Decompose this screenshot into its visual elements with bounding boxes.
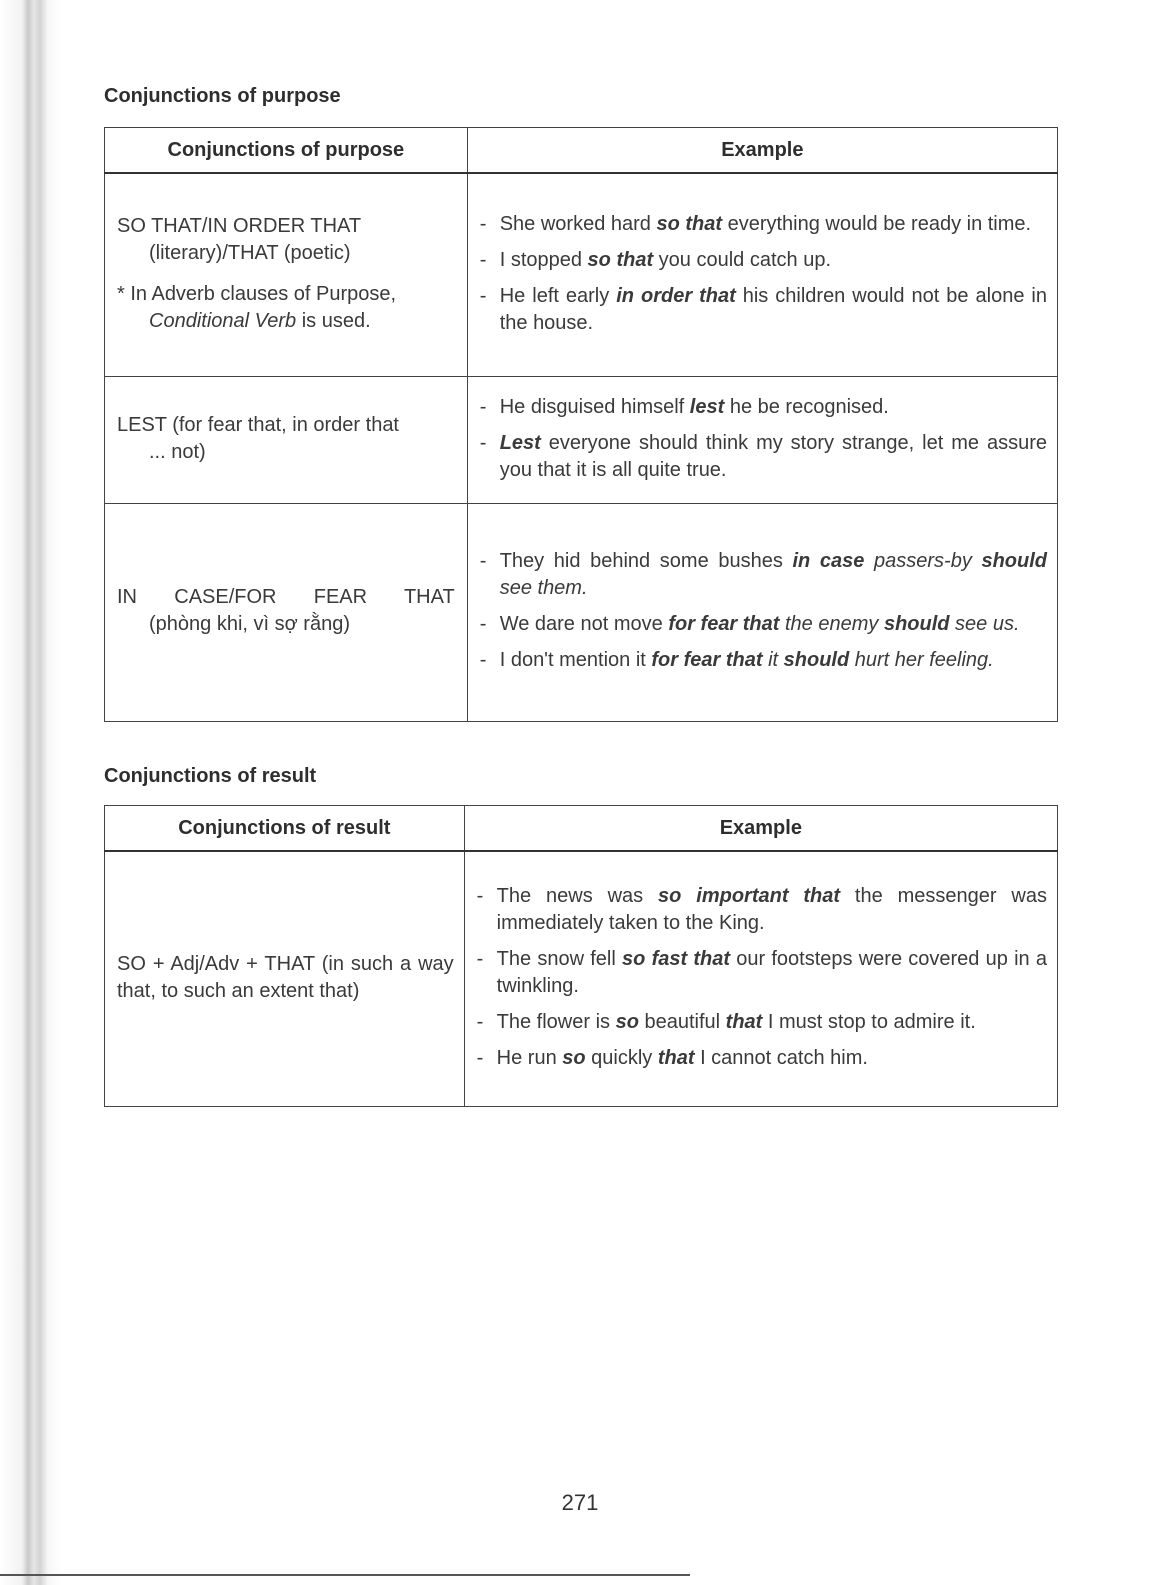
section-title-result: Conjunctions of result [104, 765, 317, 787]
example-cell [464, 851, 1057, 1106]
table-row [105, 503, 1058, 721]
result-table [104, 805, 1058, 1107]
table-row [105, 851, 1058, 1106]
conjunction-cell [105, 503, 468, 721]
example-cell [467, 376, 1057, 503]
example-item: - He disguised himself lest he be recognised. [480, 394, 1047, 421]
example-cell [467, 503, 1057, 721]
example-item: - We dare not move for fear that the enemy should see us. [480, 611, 1047, 638]
conjunction-text: LEST (for fear that, in order that ... not) [117, 413, 399, 463]
scan-edge-shadow [0, 0, 62, 1585]
example-item: - He run so quickly that I cannot catch him. [477, 1045, 1047, 1072]
table-row [105, 173, 1058, 376]
table-header-row [105, 128, 1058, 174]
header-example: Example [464, 806, 1057, 852]
example-item: - Lest everyone should think my story strange, let me assure you that it is all quite true. [480, 430, 1047, 484]
example-item: - The news was so important that the messenger was immediately taken to the King. [477, 883, 1047, 937]
conjunction-cell [105, 851, 465, 1106]
page-number: 271 [561, 1490, 599, 1515]
purpose-table [104, 127, 1058, 722]
example-item: - The snow fell so fast that our footsteps were covered up in a twinkling. [477, 946, 1047, 1000]
bottom-rule [0, 1574, 690, 1576]
example-item: - The flower is so beautiful that I must stop to admire it. [477, 1009, 1047, 1036]
section-title-purpose: Conjunctions of purpose [104, 85, 341, 107]
header-conjunctions: Conjunctions of purpose [105, 128, 468, 174]
example-item: - She worked hard so that everything would be ready in time. [480, 211, 1047, 238]
example-item: - I stopped so that you could catch up. [480, 247, 1047, 274]
conjunction-cell [105, 173, 468, 376]
conjunction-cell [105, 376, 468, 503]
conjunction-note: * In Adverb clauses of Purpose, Conditional Verb is used. [117, 282, 397, 332]
conjunction-text: IN CASE/FOR FEAR THAT [117, 586, 455, 608]
conjunction-text: SO THAT/IN ORDER THAT (literary)/THAT (poetic) [117, 214, 362, 264]
example-item: - I don't mention it for fear that it should hurt her feeling. [480, 647, 1047, 674]
header-example: Example [467, 128, 1057, 174]
table-header-row [105, 806, 1058, 852]
conjunction-translation: (phòng khi, vì sợ rằng) [149, 613, 350, 635]
example-cell [467, 173, 1057, 376]
example-item: - He left early in order that his children would not be alone in the house. [480, 283, 1047, 337]
example-item: - They hid behind some bushes in case passers-by should see them. [480, 548, 1047, 602]
table-row [105, 376, 1058, 503]
header-conjunctions: Conjunctions of result [105, 806, 465, 852]
conjunction-text: SO + Adj/Adv + THAT (in such a way that, to such an extent that) [117, 952, 454, 1002]
